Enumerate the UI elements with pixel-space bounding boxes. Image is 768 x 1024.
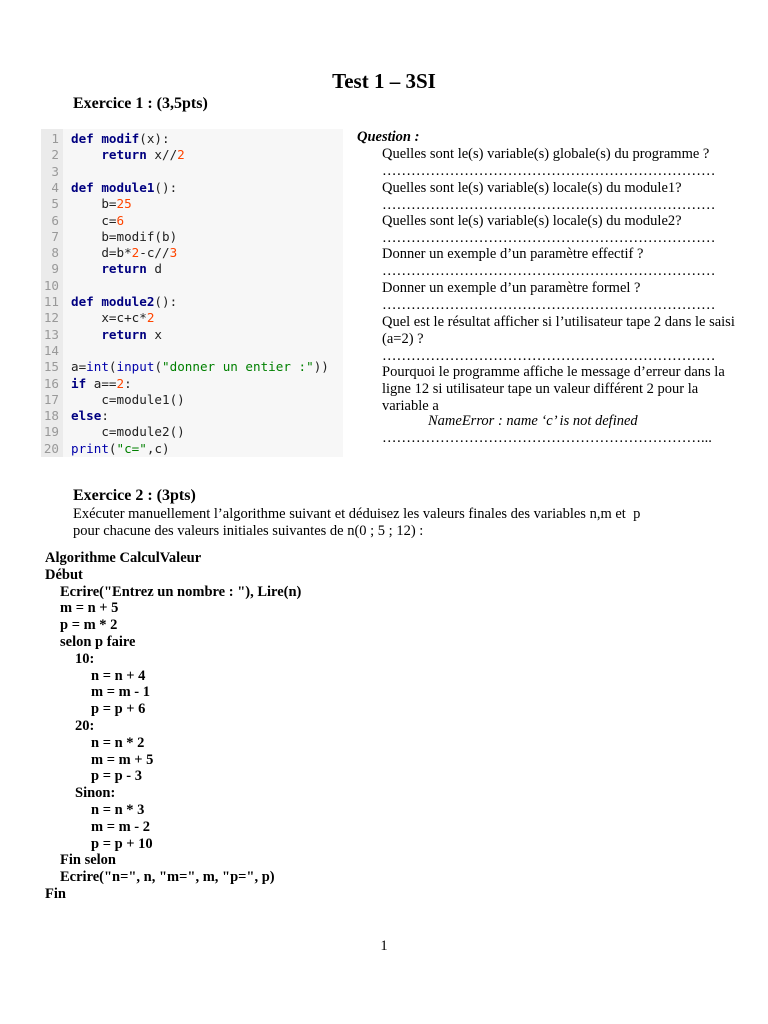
code-line-number: 10 bbox=[43, 277, 59, 293]
code-line-source bbox=[71, 131, 170, 147]
code-token: x// bbox=[154, 147, 178, 163]
code-line-source bbox=[71, 424, 185, 440]
code-line-number: 11 bbox=[43, 294, 59, 309]
code-token: : bbox=[101, 408, 109, 424]
code-line-source bbox=[71, 392, 185, 408]
question-line: Quelles sont le(s) variable(s) locale(s) du module2? bbox=[382, 213, 682, 229]
code-token: print bbox=[71, 440, 109, 456]
question-line: Quelles sont le(s) variable(s) globale(s) du programme ? bbox=[382, 146, 710, 162]
code-token: return bbox=[101, 261, 155, 277]
page-number: 1 bbox=[380, 938, 388, 954]
code-token bbox=[71, 327, 101, 342]
code-token: int bbox=[86, 359, 109, 375]
code-line-source bbox=[71, 196, 132, 212]
answer-dots: …………………………………………………………… bbox=[382, 230, 716, 246]
answer-dots: …………………………………………………………… bbox=[382, 263, 716, 279]
code-token: else bbox=[71, 408, 102, 424]
code-line-source bbox=[71, 147, 185, 163]
code-token: module1 bbox=[101, 179, 155, 195]
algorithm-line: n = n * 2 bbox=[91, 734, 145, 751]
exercise2-heading: Exercice 2 : (3pts) bbox=[73, 487, 196, 504]
algorithm-line: 20: bbox=[75, 718, 95, 734]
code-token: c=module2() bbox=[71, 424, 185, 440]
code-line-number: 15 bbox=[43, 359, 59, 375]
code-line-source bbox=[71, 294, 177, 310]
question-line: variable a bbox=[382, 398, 439, 414]
algorithm-line: m = m - 1 bbox=[91, 684, 150, 701]
code-line-source bbox=[71, 376, 132, 392]
code-line-number: 8 bbox=[51, 245, 59, 261]
code-line-source bbox=[71, 261, 162, 277]
question-heading: Question : bbox=[357, 129, 420, 145]
error-message: NameError : name ‘c’ is not defined bbox=[428, 413, 638, 429]
code-token: ( bbox=[108, 359, 117, 375]
algorithm-line: Ecrire("Entrez un nombre : "), Lire(n) bbox=[60, 583, 302, 600]
code-line-number: 1 bbox=[51, 131, 59, 146]
algorithm-line: Ecrire("n=", n, "m=", m, "p=", p) bbox=[60, 869, 275, 886]
code-token: )) bbox=[313, 359, 329, 375]
code-token: ,c) bbox=[146, 440, 170, 456]
algorithm-line: p = p - 3 bbox=[91, 768, 142, 785]
algorithm-line: Algorithme CalculValeur bbox=[45, 550, 202, 566]
algorithm-line: n = n * 3 bbox=[91, 802, 145, 818]
code-line-number: 12 bbox=[43, 310, 59, 326]
algorithm-line: Fin bbox=[45, 886, 66, 902]
code-line-source bbox=[71, 213, 124, 229]
algorithm-line: p = m * 2 bbox=[60, 617, 118, 634]
code-line-source bbox=[71, 441, 170, 457]
code-line-number: 2 bbox=[51, 147, 59, 163]
code-line-source bbox=[71, 408, 109, 424]
page-title: Test 1 – 3SI bbox=[332, 69, 436, 93]
answer-dots: …………………………………………………………… bbox=[382, 197, 716, 213]
answer-dots: …………………………………………………………… bbox=[382, 348, 716, 364]
code-line-number: 6 bbox=[51, 212, 59, 228]
code-token: x bbox=[154, 326, 163, 342]
code-token: (): bbox=[154, 294, 178, 309]
algorithm-line: p = p + 6 bbox=[91, 701, 146, 718]
question-line: Donner un exemple d’un paramètre effectif ? bbox=[382, 246, 644, 262]
code-line-source bbox=[71, 180, 177, 196]
code-line-number: 14 bbox=[43, 342, 59, 358]
code-line-source bbox=[71, 245, 177, 261]
algorithm-line: m = m + 5 bbox=[91, 751, 154, 768]
code-token: module2 bbox=[101, 294, 155, 309]
code-token: modif bbox=[101, 131, 140, 146]
code-line-source bbox=[71, 359, 329, 375]
answer-dots: …………………………………………………………… bbox=[382, 163, 716, 179]
question-line: Quel est le résultat afficher si l’utilisateur tape 2 dans le saisi bbox=[382, 314, 735, 330]
algorithm-line: m = m - 2 bbox=[91, 818, 150, 835]
code-token: x=c+c* bbox=[71, 310, 147, 326]
code-line-number: 4 bbox=[51, 179, 59, 195]
question-line: Pourquoi le programme affiche le message d’erreur dans la bbox=[382, 364, 725, 380]
code-line-number: 9 bbox=[51, 261, 59, 277]
code-token: 6 bbox=[116, 212, 125, 228]
code-line-number: 16 bbox=[43, 375, 59, 391]
algorithm-line: Sinon: bbox=[75, 785, 116, 802]
algorithm-line: Début bbox=[45, 566, 83, 583]
algorithm-line: p = p + 10 bbox=[91, 835, 153, 852]
code-token: def bbox=[71, 179, 102, 195]
code-line-number: 7 bbox=[51, 228, 59, 244]
exercise2-instructions-line2: pour chacune des valeurs initiales suivantes de n(0 ; 5 ; 12) : bbox=[73, 523, 424, 539]
code-token: 2 bbox=[146, 310, 155, 326]
code-line-number: 19 bbox=[43, 424, 59, 440]
code-token: : bbox=[124, 375, 132, 391]
code-token: input bbox=[116, 359, 155, 375]
code-token: def bbox=[71, 131, 102, 146]
code-token: "c=" bbox=[116, 440, 147, 456]
code-token: if bbox=[71, 375, 94, 391]
code-line-source bbox=[71, 229, 177, 245]
exercise2-instructions-line1: Exécuter manuellement l’algorithme suivant et déduisez les valeurs finales des variables n,m et p bbox=[73, 506, 641, 522]
code-line-number: 5 bbox=[51, 196, 59, 212]
code-token bbox=[71, 147, 101, 162]
code-line-number: 20 bbox=[43, 440, 59, 456]
question-line: (a=2) ? bbox=[382, 331, 424, 347]
code-line-number: 18 bbox=[43, 408, 59, 424]
algorithm-line: selon p faire bbox=[60, 634, 136, 650]
code-token: return bbox=[101, 326, 155, 342]
code-token: (): bbox=[154, 179, 178, 195]
answer-dots: …………………………………………………………… bbox=[382, 297, 716, 313]
code-token: 25 bbox=[116, 196, 132, 212]
code-token: ( bbox=[108, 440, 117, 456]
code-token: 2 bbox=[116, 375, 125, 391]
code-token: 2 bbox=[131, 245, 140, 261]
question-line: Quelles sont le(s) variable(s) locale(s) du module1? bbox=[382, 180, 682, 196]
algorithm-line: n = n + 4 bbox=[91, 667, 146, 684]
algorithm-line: m = n + 5 bbox=[60, 600, 119, 617]
answer-dots-last: …………………………………………………………... bbox=[382, 430, 712, 446]
code-token: 3 bbox=[169, 245, 178, 261]
code-token: d bbox=[154, 261, 163, 277]
code-token: (x): bbox=[139, 131, 170, 146]
code-token: c=module1() bbox=[71, 391, 185, 407]
code-token bbox=[71, 261, 101, 276]
code-listing bbox=[41, 129, 343, 457]
question-line: Donner un exemple d’un paramètre formel ? bbox=[382, 280, 641, 296]
code-token: def bbox=[71, 294, 102, 309]
code-token: "donner un entier :" bbox=[162, 359, 314, 375]
code-line-number: 3 bbox=[51, 163, 59, 179]
code-token: 2 bbox=[177, 147, 185, 163]
code-token: a= bbox=[71, 359, 87, 375]
code-line-number: 13 bbox=[43, 326, 59, 342]
code-line-number: 17 bbox=[43, 391, 59, 407]
code-line-source bbox=[71, 327, 162, 343]
code-token: b=modif(b) bbox=[71, 228, 178, 244]
algorithm-line: 10: bbox=[75, 650, 95, 667]
code-token: return bbox=[101, 147, 155, 163]
exercise1-heading: Exercice 1 : (3,5pts) bbox=[73, 95, 208, 112]
code-token: -c// bbox=[139, 245, 170, 261]
code-token: b= bbox=[71, 196, 117, 212]
question-line: ligne 12 si utilisateur tape un valeur différent 2 pour la bbox=[382, 381, 699, 397]
code-token: c= bbox=[71, 212, 117, 228]
algorithm-line: Fin selon bbox=[60, 852, 116, 869]
code-token: ( bbox=[154, 359, 163, 375]
code-token: a== bbox=[93, 375, 117, 391]
code-token: d=b* bbox=[71, 245, 132, 261]
code-line-source bbox=[71, 310, 154, 326]
